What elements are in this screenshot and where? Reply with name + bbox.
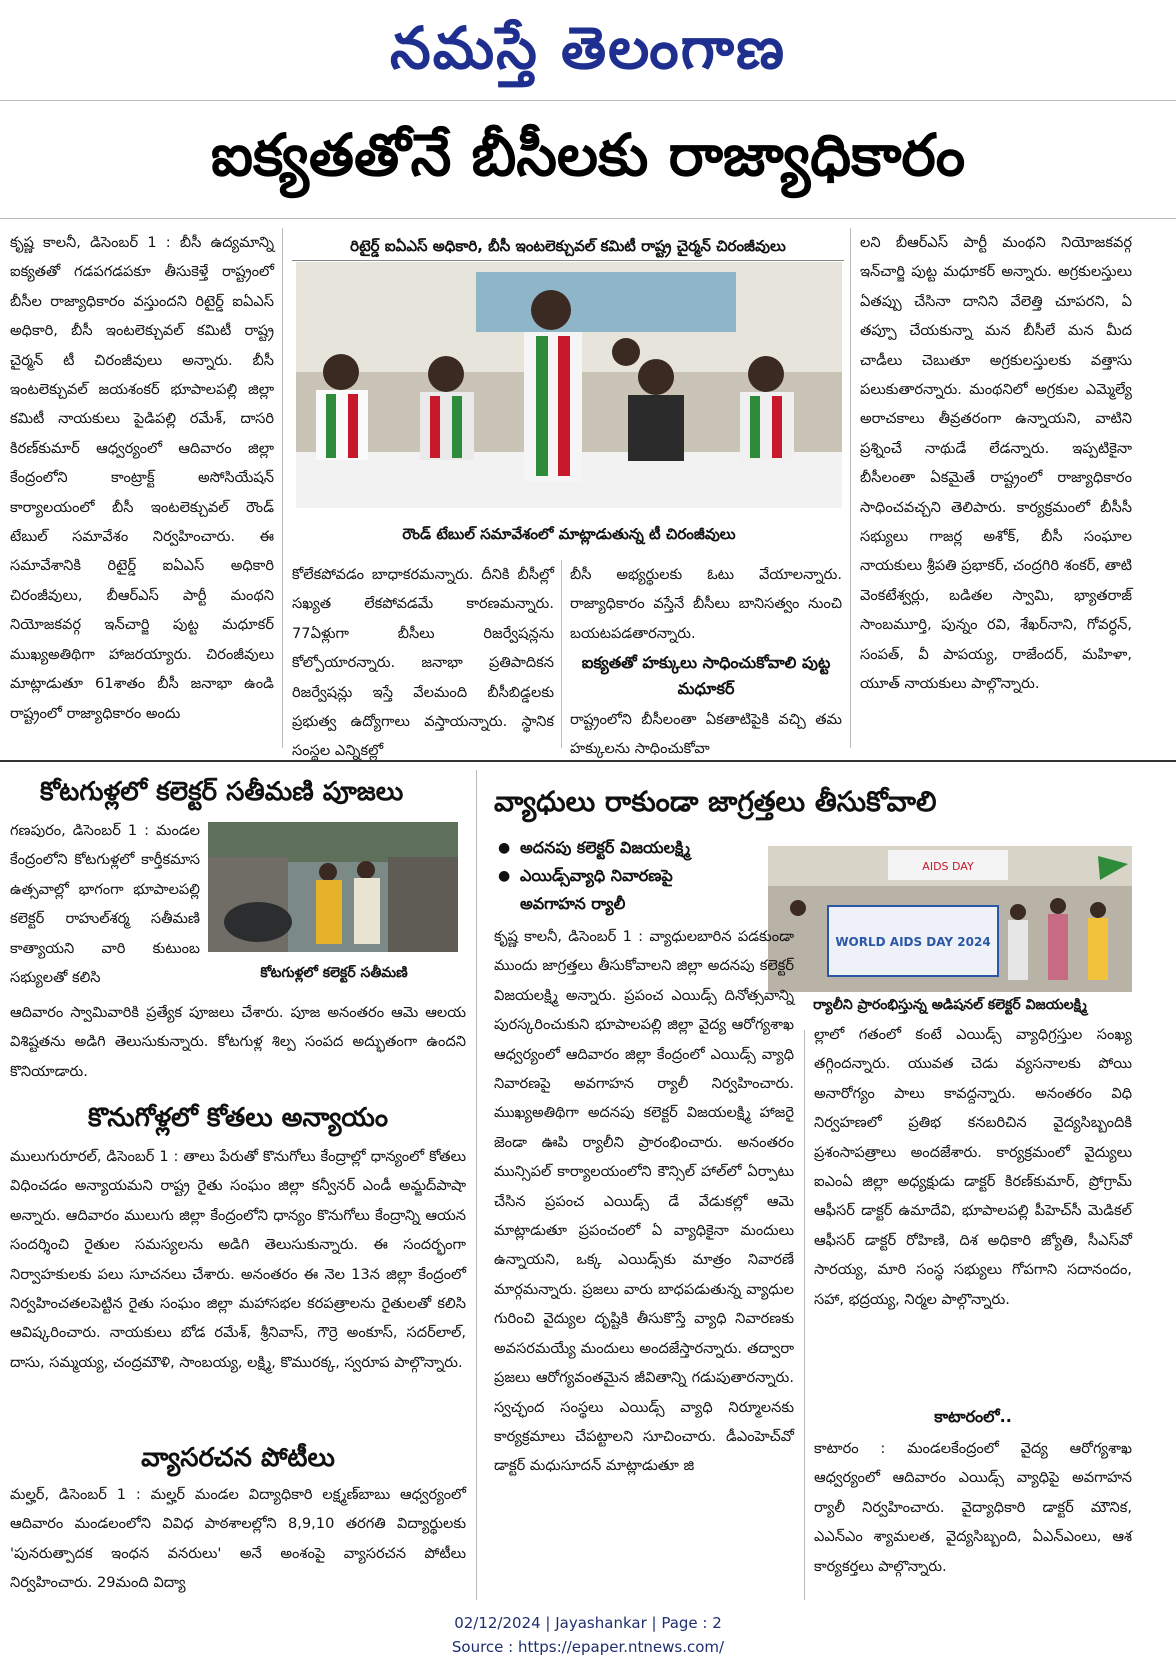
aids-headline: వ్యాధులు రాకుండా జాగ్రత్తలు తీసుకోవాలి [494, 785, 937, 818]
footer-source-line: Source : https://epaper.ntnews.com/ [451, 1638, 725, 1656]
aids-bullet-1: ● అదనపు కలెక్టర్ విజయలక్ష్మి [494, 834, 744, 862]
aids-bullet-2: ● ఎయిడ్స్‌వ్యాధి నివారణపై అవగాహన ర్యాలీ [494, 862, 744, 918]
main-photo-bottom-caption: రౌండ్ టేబుల్ సమావేశంలో మాట్లాడుతున్న టీ చిరంజీవులు [296, 520, 842, 548]
konugollu-text-body: ములుగురూరల్, డిసెంబర్ 1 : తాలు పేరుతో కొనుగోలు కేంద్రాల్లో ధాన్యంలో కోతలు విధించడం అన్యాయమని రాష్ట్ర రైతు సంఘం జిల్లా కన్వీనర్ ఎండీ అమ్జద్‌పాషా అన్నారు. ఆదివారం ములుగు జిల్లా కేంద్రంలోని ధాన్యం కొనుగోలు కేంద్రాన్ని ఆయన సందర్శించి రైతుల సమస్యలను అడిగి తెలుసుకున్నారు. ఈ సందర్భంగా నిర్వాహకులకు పలు సూచనలు చేశారు. అనంతరం ఈ నెల 13న జిల్లా కేంద్రంలో నిర్వహించతలపెట్టిన రైతు సంఘం జిల్లా మహాసభల కరపత్రాలను రైతులతో కలిసి ఆవిష్కరించారు. నాయకులు బోడ రమేశ్, శ్రీనివాస్, గౌర్రె అంకూస్, సదర్‌లాల్, దాసు, సమ్మయ్య, చంద్రమౌళి, సాంబయ్య, లక్ష్మి, కొమురక్క, స్వరూప పాల్గొన్నారు. [10, 1148, 466, 1371]
kotagullu-headline: కోటగుళ్లలో కలెక్టర్ సతీమణి పూజలు [40, 777, 404, 807]
kotagullu-text-b-body: ఆదివారం స్వామివారికి ప్రత్యేక పూజలు చేశారు. పూజ అనంతరం ఆమె ఆలయ విశిష్టతను అడిగి తెలుసుకున్నారు. కోటగుళ్ల శిల్ప సంపద అద్భుతంగా ఉందని కొనియాడారు. [10, 1004, 466, 1080]
vyasa-text [10, 1480, 466, 1600]
section-divider [0, 760, 1176, 762]
column-rule [282, 228, 283, 748]
column-rule [476, 770, 477, 1600]
vyasa-text-body: మల్హర్, డిసెంబర్ 1 : మల్హర్ మండల విద్యాధికారి లక్ష్మణ్‌బాబు ఆధ్వర్యంలో ఆదివారం మండలంలోని వివిధ పాఠశాలల్లోని 8,9,10 తరగతి విద్యార్థులకు 'పునరుత్పాదక ఇంధన వనరులు' అనే అంశంపై వ్యాసరచన పోటీలు నిర్వహించారు. 29మంది విద్యా [10, 1486, 466, 1592]
aids-col1-text: కృష్ణ కాలనీ, డిసెంబర్ 1 : వ్యాధులబారిన పడకుండా ముందు జాగ్రత్తలు తీసుకోవాలని జిల్లా అదనపు కలెక్టర్ విజయలక్ష్మి అన్నారు. ప్రపంచ ఎయిడ్స్ దినోత్సవాన్ని పురస్కరించుకుని భూపాలపల్లి జిల్లా వైద్య ఆరోగ్యశాఖ ఆధ్వర్యంలో ఆదివారం జిల్లా కేంద్రంలో ఎయిడ్స్ వ్యాధి నివారణపై అవగాహన ర్యాలీ నిర్వహించారు. ముఖ్యఅతిథిగా అదనపు కలెక్టర్ విజయలక్ష్మి హాజరై జెండా ఊపి ర్యాలీని ప్రారంభించారు. అనంతరం మున్సిపల్ కార్యాలయంలోని కౌన్సిల్ హాల్‌లో ఏర్పాటు చేసిన ప్రపంచ ఎయిడ్స్ డే వేడుకల్లో ఆమె మాట్లాడుతూ ప్రపంచంలో ఏ వ్యాధికైనా మందులు ఉన్నాయని, ఒక్క ఎయిడ్స్‌కు మాత్రం నివారణే మార్గమన్నారు. ప్రజలు వారు బాధపడుతున్న వ్యాధుల గురించి వైద్యుల దృష్టికి తీసుకొస్తే వ్యాధి నివారణకు అవసరమయ్యే మందులు అందజేస్తారన్నారు. తద్వారా ప్రజలు ఆరోగ్యవంతమైన జీవితాన్ని గడుపుతారన్నారు. స్వచ్ఛంద సంస్థలు ఎయిడ్స్ వ్యాధి నిర్మూలనకు కార్యక్రమాలు చేపట్టాలని సూచించారు. డీఎంహెచ్‌వో డాక్టర్ మధుసూదన్ మాట్లాడుతూ జి [494, 928, 794, 1475]
main-story-column-3 [570, 560, 842, 652]
kotagullu-text-a [10, 816, 200, 987]
main-story-column-1 [10, 228, 274, 744]
konugollu-headline: కొనుగోళ్లలో కోతలు అన్యాయం [87, 1103, 389, 1133]
footer-date-line: 02/12/2024 | Jayashankar | Page : 2 [454, 1614, 722, 1632]
main-story-column-3b [570, 705, 842, 763]
main-story-column-2 [292, 560, 554, 760]
main-story-col1-text: కృష్ణ కాలనీ, డిసెంబర్ 1 : బీసీ ఉద్యమాన్ని ఐక్యతతో గడపగడపకూ తీసుకెళ్తే రాష్ట్రంలో బీసీల రాజ్యాధికారం వస్తుందని రిటైర్డ్ ఐఏఎస్ అధికారి, బీసీ ఇంటలెక్చువల్ కమిటీ రాష్ట్ర చైర్మన్ టీ చిరంజీవులు అన్నారు. బీసీ ఇంటలెక్చువల్ జయశంకర్ భూపాలపల్లి జిల్లా కమిటీ నాయకులు పైడిపల్లి రమేశ్, దాసరి కిరణ్‌కుమార్ ఆధ్వర్యంలో ఆదివారం జిల్లా కేంద్రంలోని కాంట్రాక్ట్ అసోసియేషన్ కార్యాలయంలో బీసీ ఇంటలెక్చువల్ రౌండ్ టేబుల్ సమావేశం నిర్వహించారు. ఈ సమావేశానికి రిటైర్డ్ ఐఏఎస్ అధికారి చిరంజీవులు, బీఆర్ఎస్ పార్టీ మంథని నియోజకవర్గ ఇన్‌చార్జి పుట్ట మధూకర్ ముఖ్యఅతిథిగా హాజరయ్యారు. చిరంజీవులు మాట్లాడుతూ 61శాతం బీసీ జనాభా ఉండి రాష్ట్రంలో రాజ్యాధికారం అందు [10, 234, 274, 722]
main-story-col3b-text: రాష్ట్రంలోని బీసీలంతా ఏకతాటిపైకి వచ్చి తమ హక్కులను సాధించుకోవా [570, 711, 842, 758]
aids-rally-photo [768, 846, 1132, 992]
kataram-text-body: కాటారం : మండలకేంద్రంలో వైద్య ఆరోగ్యశాఖ ఆధ్వర్యంలో ఆదివారం ఎయిడ్స్ వ్యాధిపై అవగాహన ర్యాలీ నిర్వహించారు. వైద్యాధికారి డాక్టర్ మౌనిక, ఎఎన్ఎం శ్యామలత, వైద్యసిబ్బంది, ఏఎన్ఎంలు, ఆశ కార్యకర్తలు పాల్గొన్నారు. [814, 1440, 1132, 1575]
meeting-photo-image [296, 262, 842, 508]
rally-banner-text: WORLD AIDS DAY 2024 [835, 935, 991, 949]
aids-column-2 [814, 1020, 1132, 1400]
masthead-title: నమస్తే తెలంగాణ [390, 14, 786, 82]
kotagullu-text-b [10, 998, 466, 1088]
kotagullu-text-a-body: గణపురం, డిసెంబర్ 1 : మండల కేంద్రంలోని కోటగుళ్లలో కార్తీకమాస ఉత్సవాల్లో భాగంగా భూపాలపల్లి కలెక్టర్ రాహుల్‌శర్మ సతీమణి కాత్యాయని వారి కుటుంబ సభ్యులతో కలిసి [10, 822, 200, 987]
main-story-col2-text: కోలేకపోవడం బాధాకరమన్నారు. దీనికి బీసీల్లో సఖ్యత లేకపోవడమే కారణమన్నారు. 77ఏళ్లుగా బీసీలు రిజర్వేషన్లను కోల్పోయారన్నారు. జనాభా ప్రతిపాదికన రిజర్వేషన్లు ఇస్తే వేలమంది బీసీబిడ్డలకు ప్రభుత్వ ఉద్యోగాలు వస్తాయన్నారు. స్థానిక సంస్థల ఎన్నికల్లో [292, 566, 554, 760]
konugollu-text [10, 1142, 466, 1432]
column-rule [804, 1030, 805, 1600]
main-headline: ఐక్యతతోనే బీసీలకు రాజ్యాధికారం [210, 121, 966, 189]
main-story-col4-text: లని బీఆర్ఎస్ పార్టీ మంథని నియోజకవర్గ ఇన్‌చార్జి పుట్ట మధూకర్ అన్నారు. అగ్రకులస్తులు ఏతప్పు చేసినా దానిని వేలెత్తి చూపరని, ఏ తప్పూ చేయకున్నా మన బీసీలే మన మీద చాడీలు చెబుతూ అగ్రకులస్తులకు వత్తాసు పలుకుతారన్నారు. మంథనిలో అగ్రకుల ఎమ్మెల్యే అరాచకాలు తీవ్రతరంగా ఉన్నాయని, వాటిని ప్రశ్నించే నాథుడే లేడన్నారు. ఇప్పటికైనా బీసీలంతా ఏకమైతే రాష్ట్రంలో రాజ్యాధికారం సాధించవచ్చని తెలిపారు. కార్యక్రమంలో బీసీసీ సభ్యులు గాజర్ల అశోక్, బీసీ సంఘాల నాయకులు శ్రీపతి ప్రభాకర్, చంద్రగిరి శంకర్, తాటి వెంకటేశ్వర్లు, బడితల స్వామి, భ్యాతరాజ్ సాంబమూర్తి, పున్నం రవి, శేఖర్‌నాని, గోవర్ధన్, సంపత్, వీ పాపయ్య, రాజేందర్, మహిళా, యూత్ నాయకులు పాల్గొన్నారు. [860, 234, 1132, 693]
main-story-column-4 [860, 228, 1132, 748]
aids-photo-caption: ర్యాలీని ప్రారంభిస్తున్న అడిషనల్ కలెక్టర్ విజయలక్ష్మి [768, 994, 1132, 1016]
headline-divider [0, 218, 1176, 219]
main-story-col3-text: బీసీ అభ్యర్థులకు ఓటు వేయాలన్నారు. రాజ్యాధికారం వస్తేనే బీసీలు బానిసత్వం నుంచి బయటపడతారన్నారు. [570, 566, 842, 642]
aids-column-1 [494, 922, 794, 1602]
kotagullu-photo-caption: కోటగుళ్లలో కలెక్టర్ సతీమణి [230, 962, 438, 984]
aids-kataram-text [814, 1434, 1132, 1584]
main-story-subhead: ఐక్యతతో హక్కులు సాధించుకోవాలి పుట్ట మధూకర్ [581, 653, 831, 698]
kotagullu-photo [208, 822, 458, 952]
main-story-photo [296, 262, 842, 508]
rally-photo-image [768, 846, 1132, 992]
main-photo-top-caption: రిటైర్డ్ ఐఏఎస్ అధికారి, బీసీ ఇంటలెక్చువల్ కమిటీ రాష్ట్ర చైర్మన్ చిరంజీవులు [292, 232, 844, 261]
aids-bullets [494, 834, 744, 918]
vyasa-headline: వ్యాసరచన పోటీలు [141, 1443, 335, 1473]
kataram-subhead: కాటారంలో.. [934, 1407, 1012, 1426]
temple-photo-image [208, 822, 458, 952]
aids-col2-text: ల్లాలో గతంలో కంటే ఎయిడ్స్ వ్యాధిగ్రస్తుల సంఖ్య తగ్గిందన్నారు. యువత చెడు వ్యసనాలకు పోయి అనారోగ్యం పాలు కావద్దన్నారు. అనంతరం విధి నిర్వహణలో ప్రతిభ కనబరిచిన వైద్యసిబ్బందికి ప్రశంసాపత్రాలు అందజేశారు. కార్యక్రమంలో వైద్యులు ఐఎంఏ జిల్లా అధ్యక్షుడు డాక్టర్ కిరణ్‌కుమార్, ప్రోగ్రామ్ ఆఫీసర్ డాక్టర్ ఉమాదేవి, భూపాలపల్లి పీహెచ్‌సీ మెడికల్ ఆఫీసర్ డాక్టర్ రోహిణి, దిశ అధికారి జ్యోతి, సీఎస్‌వో సారయ్య, మారి సంస్థ సభ్యులు గోపగాని సదానందం, సహా, భద్రయ్య, నిర్మల పాల్గొన్నారు. [814, 1026, 1132, 1308]
column-rule [561, 560, 562, 748]
masthead-divider [0, 100, 1176, 101]
rally-poster-text: AIDS DAY [922, 860, 974, 873]
column-rule [850, 228, 851, 748]
